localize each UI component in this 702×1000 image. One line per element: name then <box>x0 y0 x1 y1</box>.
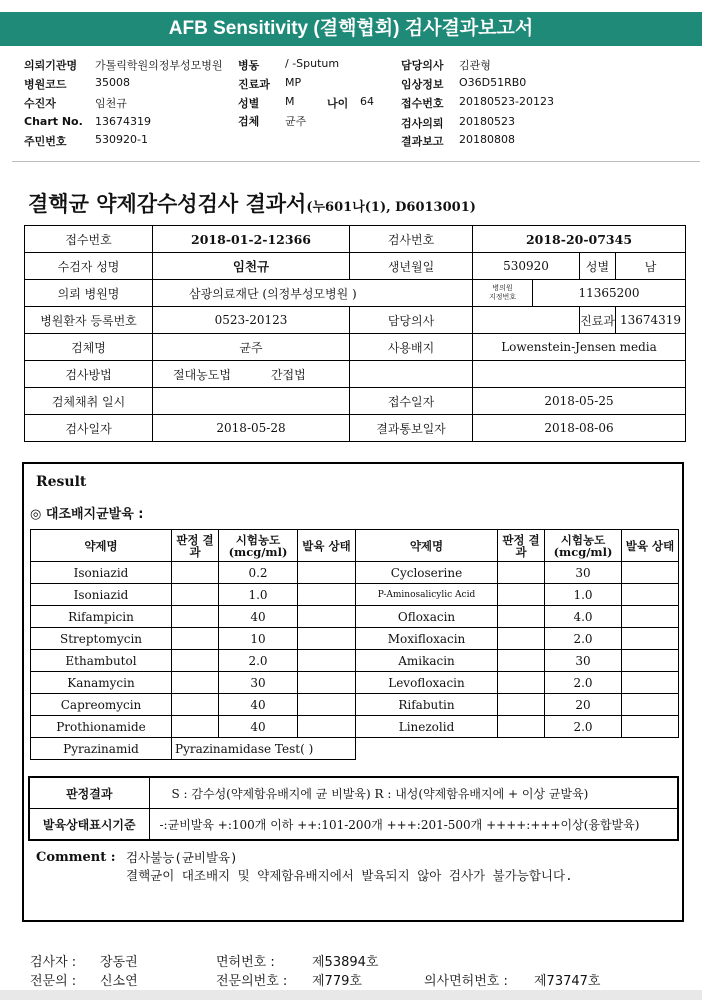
specimen-value: 균주 <box>285 115 307 128</box>
received-value: 2018-05-25 <box>473 388 686 415</box>
judge-cell <box>498 672 545 694</box>
conc-cell: 30 <box>219 672 298 694</box>
specimen-label: 검체 <box>238 115 260 128</box>
conc-cell: 30 <box>545 650 622 672</box>
table-row <box>31 584 679 606</box>
judge-cell <box>172 584 219 606</box>
age-label: 나이 <box>327 97 349 110</box>
header-growth-left: 발육 상태 <box>298 530 356 562</box>
drug-name: Amikacin <box>356 650 498 672</box>
received-label: 접수일자 <box>350 388 473 415</box>
table-row-pyrazinamid <box>31 738 679 760</box>
dept-value: MP <box>285 76 302 89</box>
comment-label: Comment : <box>36 850 116 865</box>
dept-label: 진료과 <box>238 78 270 91</box>
specimen-value-cell: 균주 <box>153 334 350 361</box>
patient-value: 임천규 <box>95 97 127 110</box>
growth-cell <box>622 650 679 672</box>
header-judge-left: 판정 결과 <box>172 530 219 562</box>
age-value: 64 <box>360 95 374 108</box>
header-growth-right: 발육 상태 <box>622 530 679 562</box>
judge-cell <box>172 694 219 716</box>
resident-value: 530920-1 <box>95 133 148 146</box>
drug-name: Prothionamide <box>31 716 172 738</box>
chart-label: Chart No. <box>24 115 83 128</box>
name-label: 수검자 성명 <box>25 253 153 280</box>
drug-name: Pyrazinamid <box>31 738 172 760</box>
table-row <box>31 606 679 628</box>
exam-date-value: 2018-05-28 <box>153 415 350 442</box>
notify-date-label: 결과통보일자 <box>350 415 473 442</box>
resident-label: 주민번호 <box>24 135 67 148</box>
dob-value: 530920 <box>473 253 580 280</box>
header-drug-left: 약제명 <box>31 530 172 562</box>
conc-cell: 4.0 <box>545 606 622 628</box>
conc-cell: 40 <box>219 606 298 628</box>
collection-label: 검체채취 일시 <box>25 388 153 415</box>
growth-legend-text: -:균비발육 +:100개 이하 ++:101-200개 +++:201-500개 ++++:+++이상(융합발육) <box>149 809 678 841</box>
bottom-bar <box>0 990 702 1000</box>
collection-value <box>153 388 350 415</box>
report-title-banner: AFB Sensitivity (결핵협회) 검사결과보고서 <box>0 12 702 46</box>
patient-label: 수진자 <box>24 97 56 110</box>
specialist-no-label: 전문의번호 : <box>216 974 288 989</box>
method-absolute: 절대농도법 <box>173 367 231 382</box>
drug-name: Isoniazid <box>31 584 172 606</box>
dob-label: 생년월일 <box>350 253 473 280</box>
attending-doctor-label: 담당의사 <box>350 307 473 334</box>
attending-doctor-value <box>473 307 580 334</box>
hospital-code-label: 병원코드 <box>24 78 67 91</box>
hospital-code-label-cell <box>473 280 533 307</box>
judge-cell <box>498 606 545 628</box>
method-indirect: 간접법 <box>270 367 306 382</box>
doctor-value: 김관형 <box>459 59 491 72</box>
conc-cell: 2.0 <box>545 716 622 738</box>
conc-cell: 2.0 <box>545 672 622 694</box>
medium-value: Lowenstein-Jensen media <box>473 334 686 361</box>
growth-cell <box>298 694 356 716</box>
growth-cell <box>298 672 356 694</box>
judge-cell <box>172 628 219 650</box>
sex-value: M <box>285 95 295 108</box>
judge-cell <box>498 716 545 738</box>
growth-cell <box>298 606 356 628</box>
growth-cell <box>298 562 356 584</box>
pyrazinamidase-test: Pyrazinamidase Test( ) <box>172 738 356 760</box>
institution-value: 가톨릭학원의정부성모병원 <box>95 59 223 72</box>
conc-cell: 40 <box>219 716 298 738</box>
doctor-license-label: 의사면허번호 : <box>424 974 508 989</box>
conc-cell: 0.2 <box>219 562 298 584</box>
conc-cell: 2.0 <box>219 650 298 672</box>
ward-value: / -Sputum <box>285 57 340 70</box>
drug-name: Levofloxacin <box>356 672 498 694</box>
growth-cell <box>622 606 679 628</box>
chart-value: 13674319 <box>95 115 151 128</box>
drug-name: Isoniazid <box>31 562 172 584</box>
hospital-code-label-line2: 지정번호 <box>488 293 517 301</box>
conc-cell: 20 <box>545 694 622 716</box>
table-row <box>31 672 679 694</box>
drug-table <box>30 529 679 760</box>
sex-value-cell: 남 <box>616 253 686 280</box>
comment-line-1: 검사불능(균비발육) <box>126 850 238 865</box>
growth-cell <box>298 628 356 650</box>
header-divider <box>12 161 700 162</box>
drug-table-header <box>31 530 679 562</box>
sex-label: 성별 <box>238 97 260 110</box>
clinical-value: O36D51RB0 <box>459 76 527 89</box>
drug-name: Cycloserine <box>356 562 498 584</box>
document-title <box>28 188 476 218</box>
comment-line-2: 결핵균이 대조배지 및 약제함유배지에서 발육되지 않아 검사가 불가능합니다. <box>126 868 573 883</box>
document-code: (누601나(1), D6013001) <box>306 200 476 215</box>
notify-date-value: 2018-08-06 <box>473 415 686 442</box>
specialist-value: 신소연 <box>100 974 138 989</box>
judge-cell <box>172 672 219 694</box>
judge-cell <box>498 694 545 716</box>
request-date-label: 검사의뢰 <box>401 117 444 130</box>
receipt-label: 접수번호 <box>401 97 444 110</box>
conc-cell: 10 <box>219 628 298 650</box>
clinical-label: 임상정보 <box>401 78 444 91</box>
growth-cell <box>622 694 679 716</box>
result-title: Result <box>36 474 87 490</box>
method-value <box>153 361 350 388</box>
judge-cell <box>498 584 545 606</box>
control-growth: ◎ 대조배지균발육 : <box>30 507 144 522</box>
document-title-text: 결핵균 약제감수성검사 결과서 <box>28 191 307 216</box>
growth-cell <box>622 672 679 694</box>
request-date-value: 20180523 <box>459 115 515 128</box>
judge-legend-label: 판정결과 <box>29 777 149 809</box>
specimen-label-cell: 검체명 <box>25 334 153 361</box>
table-row <box>31 650 679 672</box>
growth-cell <box>622 562 679 584</box>
info-table <box>24 225 686 442</box>
report-date-label: 결과보고 <box>401 135 444 148</box>
header-conc-right: 시험농도 (mcg/ml) <box>545 530 622 562</box>
dept-label-cell: 진료과 <box>580 307 616 334</box>
empty-area <box>356 738 679 760</box>
hospital-label: 의뢰 병원명 <box>25 280 153 307</box>
growth-legend-label: 발육상태표시기준 <box>29 809 149 841</box>
conc-cell: 1.0 <box>219 584 298 606</box>
table-row <box>31 562 679 584</box>
growth-cell <box>298 650 356 672</box>
judge-cell <box>498 650 545 672</box>
drug-name: Kanamycin <box>31 672 172 694</box>
hospital-code-value-cell: 11365200 <box>533 280 686 307</box>
name-value: 임천규 <box>153 253 350 280</box>
specialist-label: 전문의 : <box>30 974 77 989</box>
dept-value-cell: 13674319 <box>616 307 686 334</box>
registration-label: 병원환자 등록번호 <box>25 307 153 334</box>
method-empty-2 <box>473 361 686 388</box>
drug-name: Rifabutin <box>356 694 498 716</box>
drug-name: Streptomycin <box>31 628 172 650</box>
conc-cell: 1.0 <box>545 584 622 606</box>
conc-cell: 30 <box>545 562 622 584</box>
test-no-value: 2018-20-07345 <box>473 226 686 253</box>
examiner-label: 검사자 : <box>30 955 77 970</box>
receipt-value: 20180523-20123 <box>459 95 554 108</box>
header-conc-left: 시험농도 (mcg/ml) <box>219 530 298 562</box>
medium-label: 사용배지 <box>350 334 473 361</box>
hospital-code-value: 35008 <box>95 76 130 89</box>
table-row <box>31 716 679 738</box>
table-row <box>31 694 679 716</box>
hospital-code-label-line1: 병의원 <box>492 284 513 292</box>
license-label: 면허번호 : <box>216 955 275 970</box>
legend-table <box>28 776 679 841</box>
judge-legend-text: S : 감수성(약제함유배지에 균 비발육) R : 내성(약제함유배지에 + 이상 균발육) <box>149 777 678 809</box>
report-date-value: 20180808 <box>459 133 515 146</box>
conc-cell: 40 <box>219 694 298 716</box>
header-drug-right: 약제명 <box>356 530 498 562</box>
registration-value: 0523-20123 <box>153 307 350 334</box>
drug-name: Rifampicin <box>31 606 172 628</box>
growth-cell <box>622 716 679 738</box>
conc-cell: 2.0 <box>545 628 622 650</box>
method-empty-1 <box>350 361 473 388</box>
exam-date-label: 검사일자 <box>25 415 153 442</box>
drug-name: P-Aminosalicylic Acid <box>356 584 498 606</box>
examiner-value: 장동권 <box>100 955 138 970</box>
doctor-label: 담당의사 <box>401 59 444 72</box>
drug-name: Linezolid <box>356 716 498 738</box>
license-value: 제53894호 <box>312 955 379 970</box>
test-no-label: 검사번호 <box>350 226 473 253</box>
receipt-no-value: 2018-01-2-12366 <box>153 226 350 253</box>
drug-name: Ethambutol <box>31 650 172 672</box>
judge-cell <box>498 628 545 650</box>
growth-cell <box>298 716 356 738</box>
header-judge-right: 판정 결과 <box>498 530 545 562</box>
sex-label-cell: 성별 <box>580 253 616 280</box>
growth-cell <box>298 584 356 606</box>
judge-cell <box>172 650 219 672</box>
judge-cell <box>498 562 545 584</box>
judge-cell <box>172 716 219 738</box>
hospital-value: 삼광의료재단 (의정부성모병원 ) <box>153 280 473 307</box>
ward-label: 병동 <box>238 59 260 72</box>
specialist-no-value: 제779호 <box>312 974 362 989</box>
doctor-license-value: 제73747호 <box>534 974 601 989</box>
drug-name: Ofloxacin <box>356 606 498 628</box>
method-label: 검사방법 <box>25 361 153 388</box>
institution-label: 의뢰기관명 <box>24 59 78 72</box>
growth-cell <box>622 584 679 606</box>
receipt-no-label: 접수번호 <box>25 226 153 253</box>
table-row <box>31 628 679 650</box>
judge-cell <box>172 606 219 628</box>
growth-cell <box>622 628 679 650</box>
judge-cell <box>172 562 219 584</box>
drug-name: Capreomycin <box>31 694 172 716</box>
drug-name: Moxifloxacin <box>356 628 498 650</box>
